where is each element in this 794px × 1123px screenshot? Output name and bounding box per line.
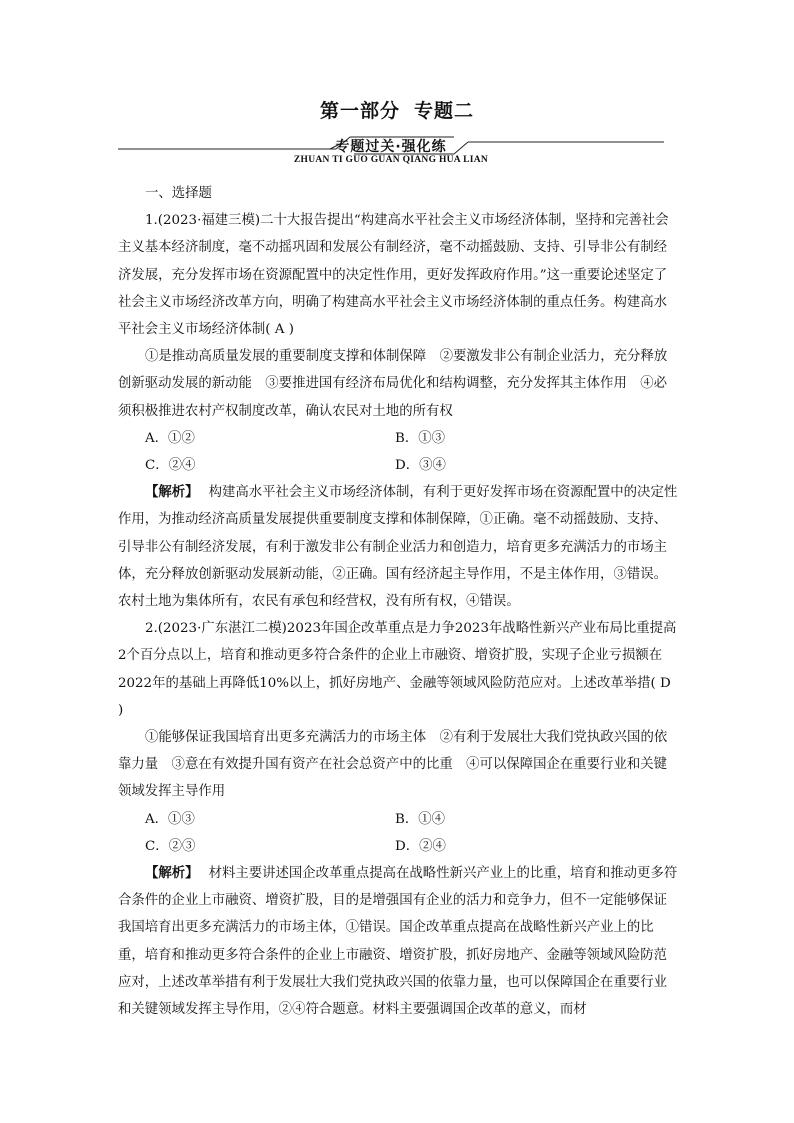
question-stem: 2.(2023·广东湛江二模)2023年国企改革重点是力争2023年战略性新兴产业布局比重提高2个百分点以上，培育和推动更多符合条件的企业上市融资、增资扩股，实现子企业亏损额在2022年的基础上再降低10%以上，抓好房地产、金融等领域风险防范应对。上述改革举措( D ) — [118, 621, 677, 718]
analysis-paragraph — [118, 860, 678, 1023]
document-body — [118, 180, 678, 1023]
banner-pinyin: ZHUAN TI GUO GUAN QIANG HUA LIAN — [293, 155, 489, 165]
option-a[interactable]: A．①③ — [145, 811, 195, 827]
option-row — [118, 452, 678, 479]
analysis-text: 构建高水平社会主义市场经济体制，有利于更好发挥市场在资源配置中的决定性作用，为推动经济高质量发展提供重要制度支撑和体制保障，①正确。毫不动摇鼓励、支持、引导非公有制经济发展，有利于激发非公有制企业活力和创造力，培育更多充满活力的市场主体，充分释放创新驱动发展新动能，②正确。国有经济起主导作用，不是主体作用，③错误。农村土地为集体所有，农民有承包和经营权，没有所有权，④错误。 — [118, 485, 678, 610]
analysis-paragraph — [118, 479, 678, 615]
option-b[interactable]: B．①④ — [395, 811, 446, 827]
section-title: 一、选择题 — [145, 186, 212, 201]
option-a[interactable]: A．①② — [145, 430, 195, 446]
question-2 — [118, 615, 678, 1023]
option-c[interactable]: C．②③ — [145, 838, 196, 854]
part-label: 第一部分 — [319, 100, 400, 122]
option-row — [118, 425, 678, 452]
analysis-text: 材料主要讲述国企改革重点提高在战略性新兴产业上的比重，培育和推动更多符合条件的企业上市融资、增资扩股，目的是增强国有企业的活力和竞争力，但不一定能够保证我国培育出更多充满活力的市场主体，①错误。国企改革重点提高在战略性新兴产业上的比重，培育和推动更多符合条件的企业上市融资、增资扩股，抓好房地产、金融等领域风险防范应对，上述改革举措有利于发展壮大我们党执政兴国的依靠力量，也可以保障国企在重要行业和关键领域发挥主导作用，②④符合题意。材料主要强调国企改革的意义，而材 — [118, 866, 678, 1018]
option-b[interactable]: B．①③ — [395, 430, 446, 446]
page-title — [0, 96, 794, 123]
question-stem: 1.(2023·福建三模)二十大报告提出“构建高水平社会主义市场经济体制，坚持和完善社会主义基本经济制度，毫不动摇巩固和发展公有制经济，毫不动摇鼓励、支持、引导非公有制经济发展，充分发挥市场在资源配置中的决定性作用，更好发挥政府作用。”这一重要论述坚定了社会主义市场经济改革方向，明确了构建高水平社会主义市场经济体制的重点任务。构建高水平社会主义市场经济体制( A ) — [118, 213, 669, 338]
question-statements: ①是推动高质量发展的重要制度支撑和体制保障 ②要激发非公有制企业活力，充分释放创新驱动发展的新动能 ③要推进国有经济布局优化和结构调整，充分发挥其主体作用 ④必须积极推进农村产权制度改革，确认农民对土地的所有权 — [118, 349, 668, 419]
option-c[interactable]: C．②④ — [145, 458, 196, 474]
option-row — [118, 833, 678, 860]
option-d[interactable]: D．③④ — [395, 458, 446, 474]
question-statements: ①能够保证我国培育出更多充满活力的市场主体 ②有利于发展壮大我们党执政兴国的依靠力量 ③意在有效提升国有资产在社会总资产中的比重 ④可以保障国企在重要行业和关键领域发挥主导作用 — [118, 730, 668, 800]
question-1 — [118, 207, 678, 615]
banner-title: 专题过关·强化练 — [335, 139, 447, 155]
option-row — [118, 806, 678, 833]
option-d[interactable]: D．②④ — [395, 838, 446, 854]
section-banner — [118, 134, 664, 174]
analysis-label: 【解析】 — [145, 484, 199, 501]
topic-label: 专题二 — [414, 100, 475, 122]
analysis-label: 【解析】 — [145, 865, 199, 882]
